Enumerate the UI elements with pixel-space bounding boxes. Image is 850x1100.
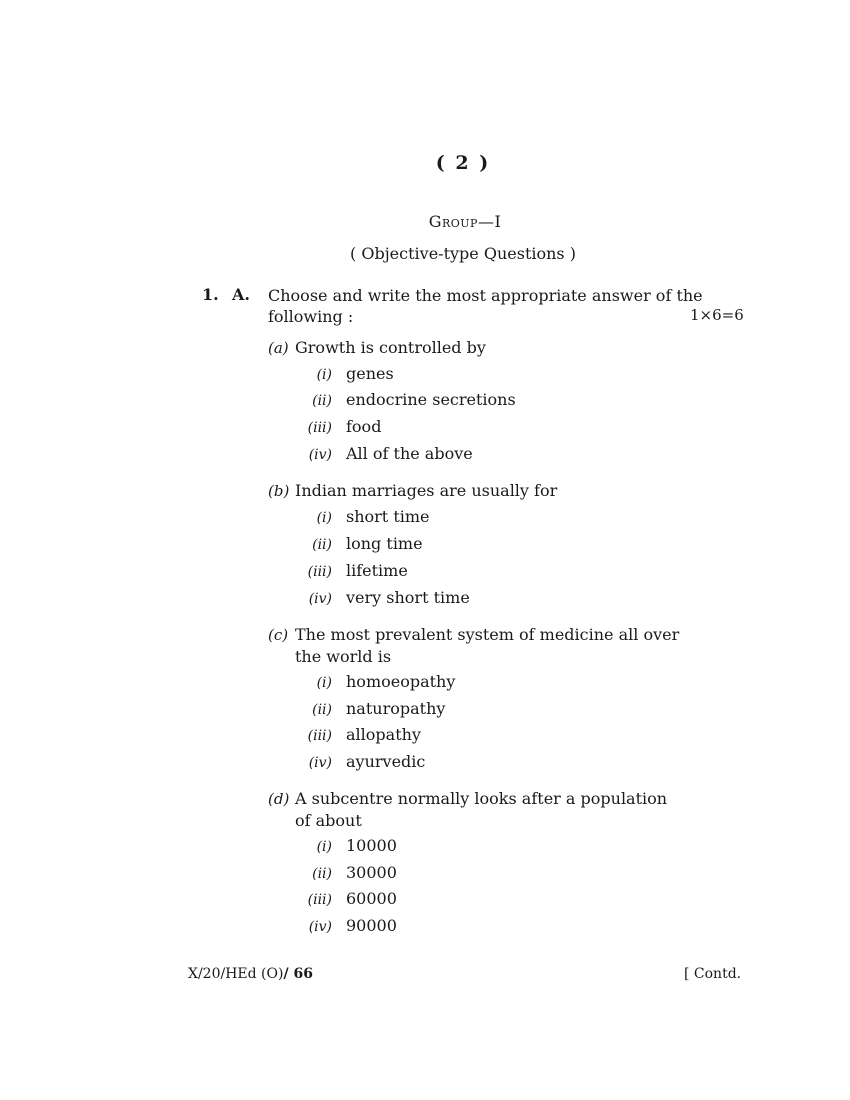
subquestion-stem: Growth is controlled by <box>295 338 486 357</box>
option-text: allopathy <box>346 725 421 744</box>
option-text: naturopathy <box>346 699 446 718</box>
option-a-ii <box>300 390 516 409</box>
option-b-iv <box>300 588 470 607</box>
option-text: 30000 <box>346 863 397 882</box>
option-numeral: (ii) <box>312 702 332 718</box>
option-text: short time <box>346 507 430 526</box>
subquestion-letter: (b) <box>268 482 290 500</box>
subquestion-letter: (c) <box>268 626 289 644</box>
paper-code-suffix: / 66 <box>283 966 313 982</box>
option-b-ii <box>300 534 423 553</box>
option-numeral: (iv) <box>308 919 332 935</box>
option-c-i <box>300 672 455 691</box>
subquestion-stem-line2: the world is <box>295 647 392 666</box>
option-text: 90000 <box>346 916 397 935</box>
option-numeral: (iii) <box>307 420 332 436</box>
option-text: endocrine secretions <box>346 390 516 409</box>
subquestion-letter: (a) <box>268 339 289 357</box>
subquestion-letter: (d) <box>268 790 290 808</box>
option-b-iii <box>300 561 408 580</box>
option-numeral: (iv) <box>308 591 332 607</box>
option-text: lifetime <box>346 561 408 580</box>
option-c-iii <box>300 725 421 744</box>
subquestion-stem-line1: The most prevalent system of medicine all over <box>295 625 680 644</box>
continued-note: [ Contd. <box>684 966 742 982</box>
option-text: 60000 <box>346 889 397 908</box>
option-numeral: (iv) <box>308 755 332 771</box>
option-numeral: (ii) <box>312 393 332 409</box>
group-title: Group—I <box>428 212 502 231</box>
paper-code <box>188 966 313 982</box>
option-b-i <box>300 507 430 526</box>
question-marks: 1×6=6 <box>690 306 744 324</box>
subquestion-c <box>268 624 708 667</box>
option-numeral: (i) <box>316 675 332 691</box>
option-c-ii <box>300 699 445 718</box>
option-numeral: (i) <box>316 839 332 855</box>
option-text: very short time <box>346 588 470 607</box>
option-d-iv <box>300 916 397 935</box>
option-c-iv <box>300 752 425 771</box>
subquestion-stem-line2: of about <box>295 811 362 830</box>
subquestion-d <box>268 788 708 831</box>
option-a-i <box>300 364 394 383</box>
option-numeral: (ii) <box>312 866 332 882</box>
option-numeral: (iii) <box>307 892 332 908</box>
question-number: 1. <box>202 285 219 304</box>
option-text: ayurvedic <box>346 752 426 771</box>
paper-code-prefix: X/20/HEd (O) <box>188 966 284 982</box>
option-numeral: (i) <box>316 510 332 526</box>
option-numeral: (iv) <box>308 447 332 463</box>
page-number: ( 2 ) <box>435 152 491 174</box>
option-a-iv <box>300 444 473 463</box>
subquestion-b <box>268 480 708 502</box>
subquestion-stem-line1: A subcentre normally looks after a population <box>295 789 668 808</box>
option-text: long time <box>346 534 423 553</box>
option-d-ii <box>300 863 397 882</box>
option-text: homoeopathy <box>346 672 456 691</box>
section-subtitle: ( Objective-type Questions ) <box>350 244 576 263</box>
question-part: A. <box>232 285 250 304</box>
option-a-iii <box>300 417 381 436</box>
option-numeral: (iii) <box>307 728 332 744</box>
question-instruction: Choose and write the most appropriate answer of the following : <box>268 286 703 326</box>
subquestion-a <box>268 337 708 359</box>
option-numeral: (ii) <box>312 537 332 553</box>
option-d-i <box>300 836 397 855</box>
option-text: 10000 <box>346 836 397 855</box>
option-d-iii <box>300 889 397 908</box>
option-text: All of the above <box>346 444 473 463</box>
option-text: genes <box>346 364 394 383</box>
option-numeral: (iii) <box>307 564 332 580</box>
option-text: food <box>346 417 382 436</box>
option-numeral: (i) <box>316 367 332 383</box>
subquestion-stem: Indian marriages are usually for <box>295 481 558 500</box>
